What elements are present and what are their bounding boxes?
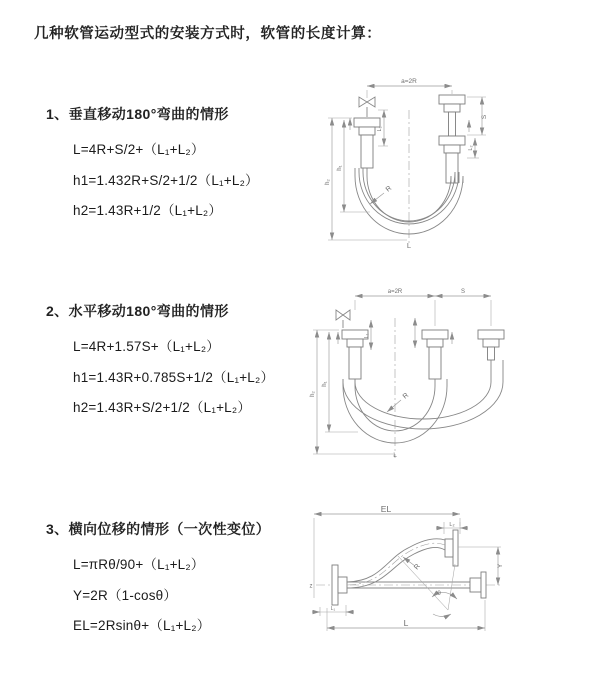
section-horizontal-bend <box>46 301 274 424</box>
left-hose-fitting <box>350 118 380 168</box>
dim-label-length: L <box>403 618 409 628</box>
dimension-s <box>467 97 488 135</box>
dimension-s <box>435 289 491 296</box>
dimension-length <box>327 600 485 631</box>
radius-leader <box>387 392 410 412</box>
displaced-s-curve-hose <box>347 539 445 588</box>
section-lateral-displacement <box>46 519 270 642</box>
dimension-l2 <box>467 138 479 158</box>
dim-label-h1: h₁ <box>337 165 343 171</box>
dim-label-el: EL <box>380 504 392 514</box>
dimension-l2 <box>436 522 468 534</box>
dim-label-radius: R <box>401 391 411 401</box>
formula-length: L=4R+1.57S+（L₁+L₂） <box>73 339 220 354</box>
formula-h2: h2=1.43R+S/2+1/2（L₁+L₂） <box>73 400 252 415</box>
diagram-horizontal-180-bend <box>303 282 538 472</box>
dim-label-a2r: a=2R <box>401 78 417 85</box>
dim-label-theta: θ <box>437 590 441 597</box>
dim-label-length: L <box>406 241 412 250</box>
dim-label-h2: h₂ <box>310 391 316 397</box>
valve-icon <box>336 310 350 328</box>
formula-length: L=πRθ/90+（L₁+L₂） <box>73 557 205 572</box>
formula-h2: h2=1.43R+1/2（L₁+L₂） <box>73 203 223 218</box>
dim-label-radius: R <box>384 184 394 194</box>
right-hose-fitting-two-positions <box>439 95 469 183</box>
dim-label-a2r: a=2R <box>387 289 403 295</box>
dimension-l1 <box>377 110 388 146</box>
hose-u-bend-curves <box>343 360 503 443</box>
dimension-a2r <box>355 289 491 326</box>
dim-label-s: S <box>481 114 488 120</box>
dim-label-l2: L₂ <box>449 522 455 528</box>
dim-label-l1: L₁ <box>364 333 370 339</box>
formula-length: L=4R+S/2+（L₁+L₂） <box>73 142 205 157</box>
page-title: 几种软管运动型式的安装方式时，软管的长度计算： <box>34 26 382 42</box>
valve-icon <box>359 97 375 117</box>
dim-label-s: S <box>460 289 466 295</box>
middle-hose-fitting <box>422 330 452 379</box>
dim-label-radius: R <box>413 562 422 572</box>
dim-label-h1: h₁ <box>322 381 328 387</box>
centerline-mark: z <box>309 583 313 590</box>
section-1-heading: 1、垂直移动180°弯曲的情形 <box>46 106 229 122</box>
dimension-l1 <box>312 605 354 616</box>
formula-h1: h1=1.43R+0.785S+1/2（L₁+L₂） <box>73 369 275 385</box>
formula-h1: h1=1.432R+S/2+1/2（L₁+L₂） <box>73 172 259 188</box>
section-vertical-bend <box>46 104 259 227</box>
right-hose-fitting <box>478 330 504 360</box>
dim-label-y: Y <box>497 563 504 569</box>
dim-label-length: L <box>393 452 397 459</box>
dim-label-l2: L₂ <box>468 145 474 151</box>
section-3-heading: 3、横向位移的情形（一次性变位） <box>46 521 271 537</box>
diagram-vertical-180-bend <box>312 72 534 252</box>
diagram-lateral-displacement <box>298 500 566 655</box>
dimension-l1 <box>364 318 415 350</box>
displaced-flange <box>445 530 458 566</box>
left-flange <box>332 565 347 605</box>
formula-y: Y=2R（1-cosθ） <box>73 587 178 603</box>
section-2-heading: 2、水平移动180°弯曲的情形 <box>46 303 229 319</box>
dim-label-l1: L₁ <box>377 126 383 132</box>
radius-leader <box>370 185 393 204</box>
dim-label-h2: h₂ <box>325 179 331 185</box>
dim-label-l1: L₁ <box>330 606 336 612</box>
angle-construction <box>398 556 457 617</box>
formula-el: EL=2Rsinθ+（L₁+L₂） <box>73 618 211 633</box>
